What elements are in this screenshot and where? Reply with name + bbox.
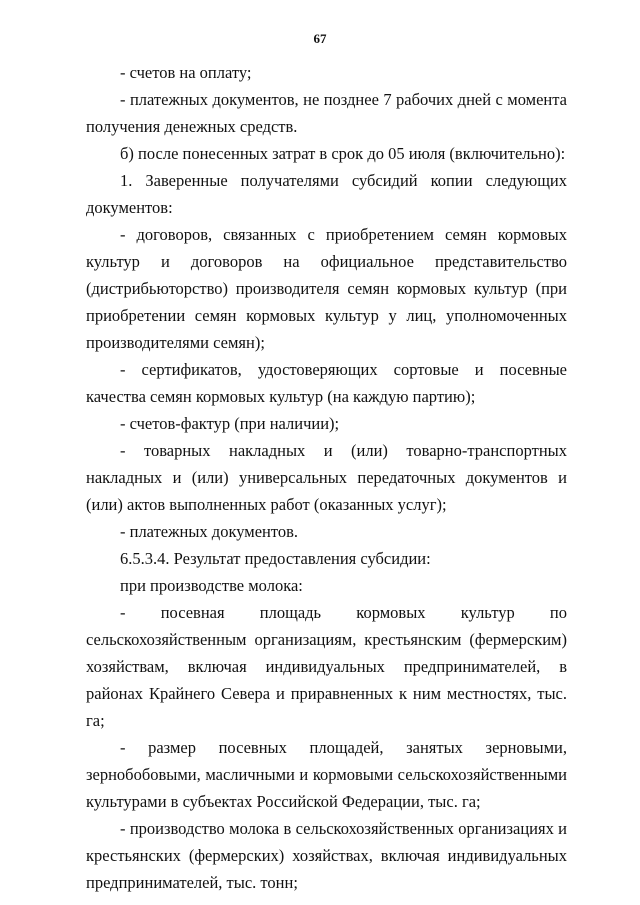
paragraph-section-6-5-3-4: 6.5.3.4. Результат предоставления субсидии: bbox=[120, 549, 431, 568]
paragraph-payment-documents-deadline: - платежных документов, не позднее 7 рабочих дней с момента получения денежных средств. bbox=[86, 90, 567, 136]
paragraph-waybills: - товарных накладных и (или) товарно-транспортных накладных и (или) универсальных передаточных документов и (или) актов выполненных работ (оказанных услуг); bbox=[86, 441, 567, 514]
page-number: 67 bbox=[313, 31, 327, 46]
paragraph-milk-output: - производство молока в сельскохозяйственных организациях и крестьянских (фермерских) хозяйствах, включая индивидуальных предпринимателей, тыс. тонн; bbox=[86, 819, 567, 892]
paragraph-invoices: - счетов на оплату; bbox=[120, 63, 252, 82]
paragraph-after-costs: б) после понесенных затрат в срок до 05 июля (включительно): bbox=[120, 144, 566, 163]
paragraph-crop-area-size: - размер посевных площадей, занятых зерновыми, зернобобовыми, масличными и кормовыми сельскохозяйственными культурами в субъектах Российской Федерации, тыс. га; bbox=[86, 738, 567, 811]
document-body bbox=[86, 59, 567, 896]
paragraph-milk-production-heading: при производстве молока: bbox=[120, 576, 303, 595]
paragraph-invoice-factures: - счетов-фактур (при наличии); bbox=[120, 414, 340, 433]
paragraph-certified-copies: 1. Заверенные получателями субсидий копии следующих документов: bbox=[86, 171, 567, 217]
paragraph-sown-area: - посевная площадь кормовых культур по сельскохозяйственным организациям, крестьянским (фермерским) хозяйствам, включая индивидуальных предпринимателей, в районах Крайнего Севера и приравненных к ним местностях, тыс. га; bbox=[86, 603, 567, 730]
paragraph-contracts: - договоров, связанных с приобретением семян кормовых культур и договоров на официальное представительство (дистрибьюторство) производителя семян кормовых культур (при приобретении семян кормовых культур у лиц, уполномоченных производителями семян); bbox=[86, 225, 567, 352]
paragraph-payment-documents: - платежных документов. bbox=[120, 522, 299, 541]
paragraph-certificates: - сертификатов, удостоверяющих сортовые и посевные качества семян кормовых культур (на каждую партию); bbox=[86, 360, 567, 406]
